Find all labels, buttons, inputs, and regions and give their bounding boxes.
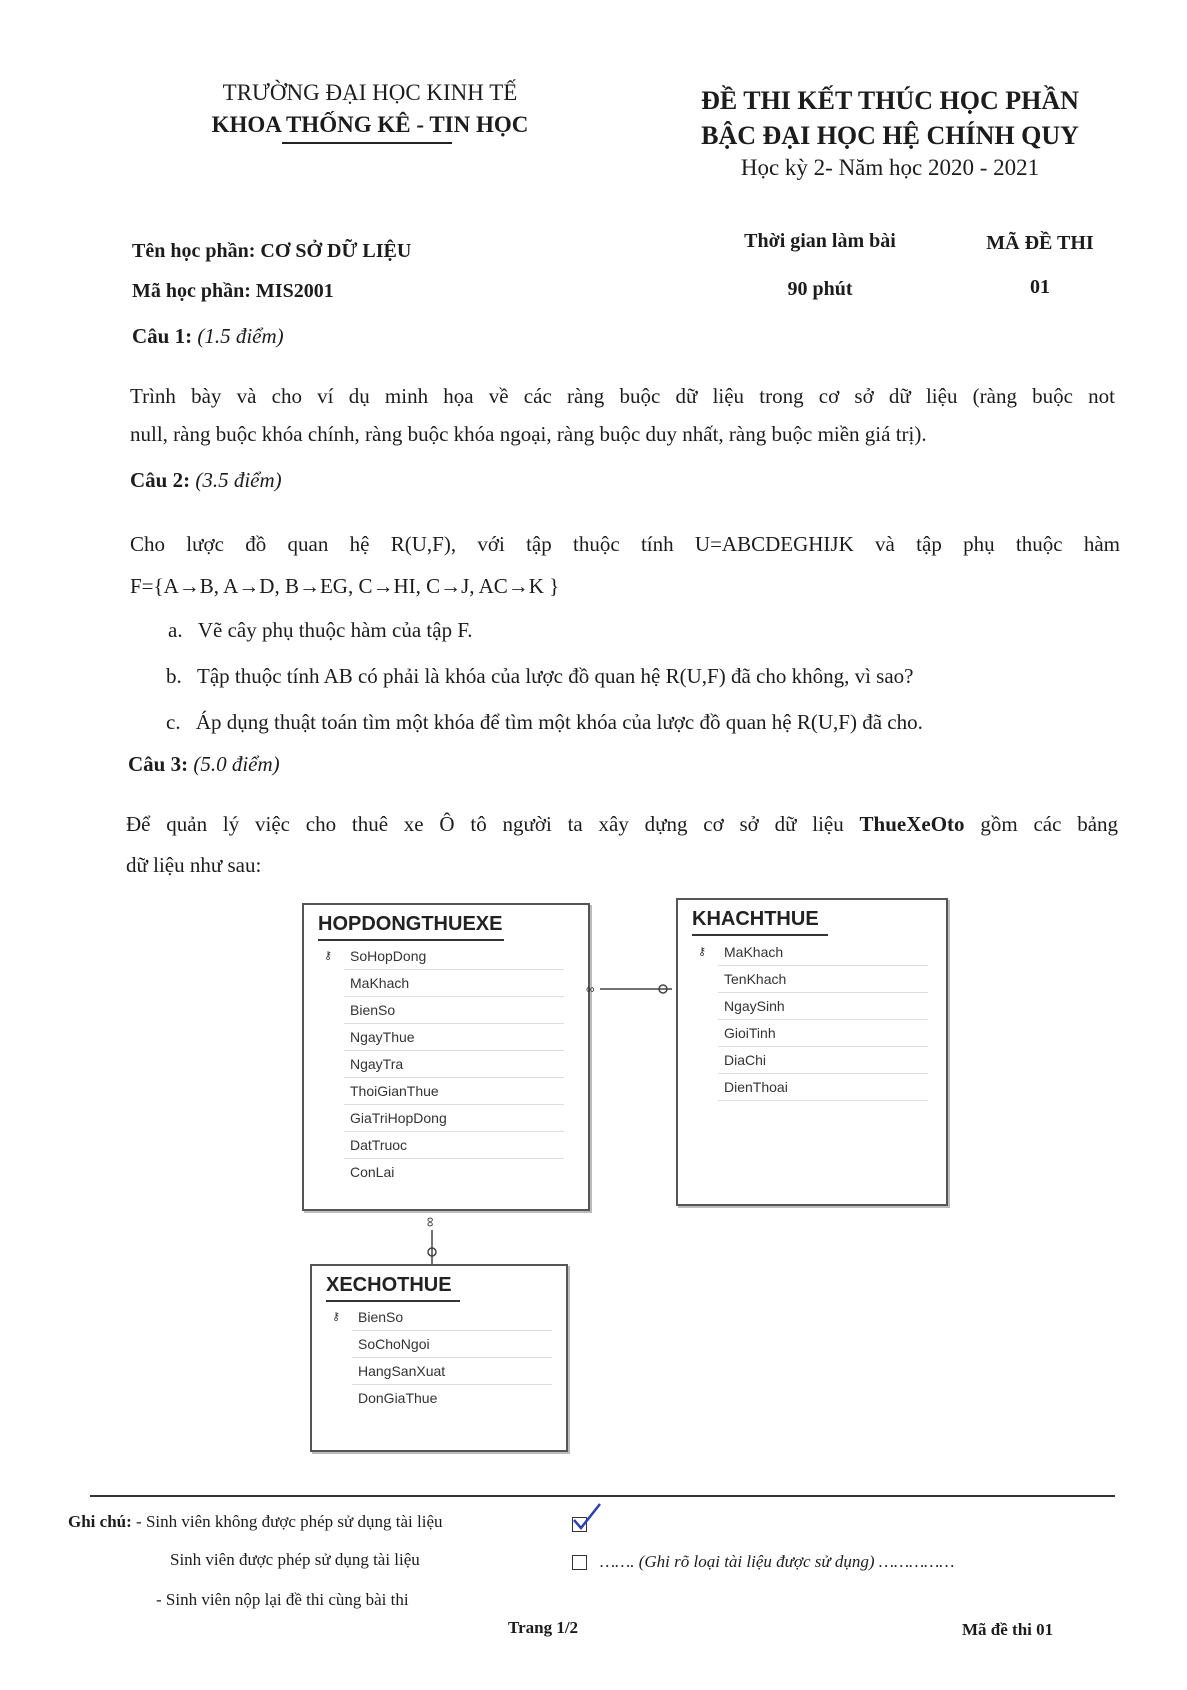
q2-item-mark: b.	[166, 664, 182, 688]
q2-label: Câu 2:	[130, 468, 191, 492]
faculty-text: KHOA THỐNG KÊ - TIN HỌC	[211, 112, 529, 137]
university-name: TRƯỜNG ĐẠI HỌC KINH TẾ	[222, 80, 518, 105]
row-divider	[718, 1019, 928, 1020]
footer-exam-code: Mã đề thi 01	[962, 1620, 1054, 1639]
column: MaKhach	[350, 975, 410, 991]
q2-item-mark: c.	[166, 710, 181, 734]
q2-item-mark: a.	[168, 618, 183, 642]
q2-line1: Cho lược đồ quan hệ R(U,F), với tập thuộc tính U=ABCDEGHIJK và tập phụ thuộc hàm	[130, 532, 1120, 556]
column: DienThoai	[724, 1079, 788, 1095]
row-divider	[344, 1131, 564, 1132]
code-label: Mã học phần:	[132, 280, 251, 302]
table-name: HOPDONGTHUEXE	[318, 913, 503, 935]
exam-level: BẬC ĐẠI HỌC HỆ CHÍNH QUY	[701, 121, 1079, 150]
q1-label: Câu 1:	[132, 324, 193, 348]
row-divider	[352, 1330, 552, 1331]
course-label: Tên học phần:	[132, 240, 256, 262]
footer-divider	[90, 1495, 1115, 1497]
column: DiaChi	[724, 1052, 767, 1068]
checkmark-icon	[570, 1500, 604, 1534]
q2-item-a	[168, 618, 473, 643]
exam-semester: Học kỳ 2- Năm học 2020 - 2021	[740, 155, 1040, 180]
q1-heading	[132, 324, 284, 349]
column: DatTruoc	[350, 1137, 408, 1153]
row-divider	[344, 1104, 564, 1105]
time-value: 90 phút	[787, 278, 853, 300]
row-divider	[718, 992, 928, 993]
row-divider	[344, 1050, 564, 1051]
key-icon: ⚷	[324, 950, 333, 962]
faculty-underline	[282, 142, 452, 144]
row-divider	[718, 965, 928, 966]
column: BienSo	[350, 1002, 396, 1018]
q3-line1	[126, 812, 1118, 837]
q3-points: (5.0 điểm)	[193, 752, 280, 776]
checkbox-allowed[interactable]	[572, 1555, 587, 1570]
row-divider	[344, 996, 564, 997]
q3-heading	[128, 752, 280, 777]
exam-code-value: 01	[1030, 276, 1050, 298]
q1-line1: Trình bày và cho ví dụ minh họa về các ràng buộc dữ liệu trong cơ sở dữ liệu (ràng buộc not	[130, 384, 1115, 408]
q2-item-text: Tập thuộc tính AB có phải là khóa của lược đồ quan hệ R(U,F) đã cho không, vì sao?	[197, 664, 914, 688]
row-divider	[352, 1384, 552, 1385]
relationship-hopdong-khach	[580, 975, 680, 1005]
row-divider	[344, 969, 564, 970]
faculty-name	[160, 112, 580, 138]
q2-heading	[130, 468, 282, 493]
relationship-hopdong-xe	[418, 1208, 448, 1266]
column: ConLai	[350, 1164, 395, 1180]
note-2-detail: ……. (Ghi rõ loại tài liệu được sử dụng) ……………	[600, 1552, 955, 1571]
note-3: - Sinh viên nộp lại đề thi cùng bài thi	[156, 1590, 409, 1609]
row-divider	[344, 1158, 564, 1159]
row-divider	[718, 1046, 928, 1047]
exam-title: ĐỀ THI KẾT THÚC HỌC PHẦN	[701, 86, 1079, 115]
row-divider	[344, 1023, 564, 1024]
table-name-underline	[692, 934, 828, 936]
exam-code-label: MÃ ĐỀ THI	[986, 232, 1094, 254]
table-name-underline	[318, 939, 504, 941]
q2-item-c	[166, 710, 923, 735]
column: MaKhach	[724, 944, 784, 960]
q2-item-text: Áp dụng thuật toán tìm một khóa để tìm một khóa của lược đồ quan hệ R(U,F) đã cho.	[195, 710, 923, 734]
checkmark-stroke	[574, 1504, 600, 1528]
time-label: Thời gian làm bài	[744, 230, 896, 252]
row-divider	[718, 1100, 928, 1101]
column: SoChoNgoi	[358, 1336, 430, 1352]
column: NgayThue	[350, 1029, 415, 1045]
column: GiaTriHopDong	[350, 1110, 447, 1126]
table-name-underline	[326, 1300, 460, 1302]
column: NgayTra	[350, 1056, 404, 1072]
q1-line2: null, ràng buộc khóa chính, ràng buộc khóa ngoại, ràng buộc duy nhất, ràng buộc miền giá trị).	[130, 422, 927, 446]
q2-line2: F={A→B, A→D, B→EG, C→HI, C→J, AC→K }	[130, 574, 560, 598]
many-end-icon: ∞	[586, 982, 595, 996]
q3-label: Câu 3:	[128, 752, 189, 776]
table-hopdongthuexe	[302, 903, 590, 1211]
course-code-line	[132, 280, 334, 303]
db-name: ThueXeOto	[859, 812, 965, 836]
row-divider	[718, 1073, 928, 1074]
row-divider	[352, 1357, 552, 1358]
column: HangSanXuat	[358, 1363, 446, 1379]
table-name: XECHOTHUE	[326, 1274, 452, 1296]
course-code: MIS2001	[255, 280, 334, 302]
column: TenKhach	[724, 971, 787, 987]
course-name: CƠ SỞ DỮ LIỆU	[260, 240, 412, 262]
column: DonGiaThue	[358, 1390, 438, 1406]
column: GioiTinh	[724, 1025, 776, 1041]
q3-line2: dữ liệu như sau:	[126, 853, 262, 877]
column: ThoiGianThue	[350, 1083, 439, 1099]
q2-points: (3.5 điểm)	[195, 468, 282, 492]
q3-line1-pre: Để quản lý việc cho thuê xe Ô tô người ta xây dựng cơ sở dữ liệu	[126, 812, 844, 836]
course-name-line	[132, 240, 411, 263]
note-2: Sinh viên được phép sử dụng tài liệu	[170, 1550, 420, 1569]
many-end-icon: ∞	[423, 1217, 439, 1227]
note-line-1	[68, 1512, 443, 1532]
column: NgaySinh	[724, 998, 785, 1014]
row-divider	[344, 1077, 564, 1078]
table-xechothue	[310, 1264, 568, 1452]
q2-item-b	[166, 664, 914, 689]
q1-points: (1.5 điểm)	[197, 324, 284, 348]
table-khachthue	[676, 898, 948, 1206]
column: SoHopDong	[350, 948, 427, 964]
key-icon: ⚷	[332, 1311, 341, 1323]
column: BienSo	[358, 1309, 404, 1325]
key-icon: ⚷	[698, 946, 707, 958]
table-name: KHACHTHUE	[692, 908, 819, 930]
note-label: Ghi chú:	[68, 1512, 132, 1531]
note-1: - Sinh viên không được phép sử dụng tài liệu	[136, 1512, 443, 1531]
page-number: Trang 1/2	[508, 1618, 579, 1637]
q2-item-text: Vẽ cây phụ thuộc hàm của tập F.	[197, 618, 473, 642]
q3-line1-post: gồm các bảng	[980, 812, 1119, 836]
